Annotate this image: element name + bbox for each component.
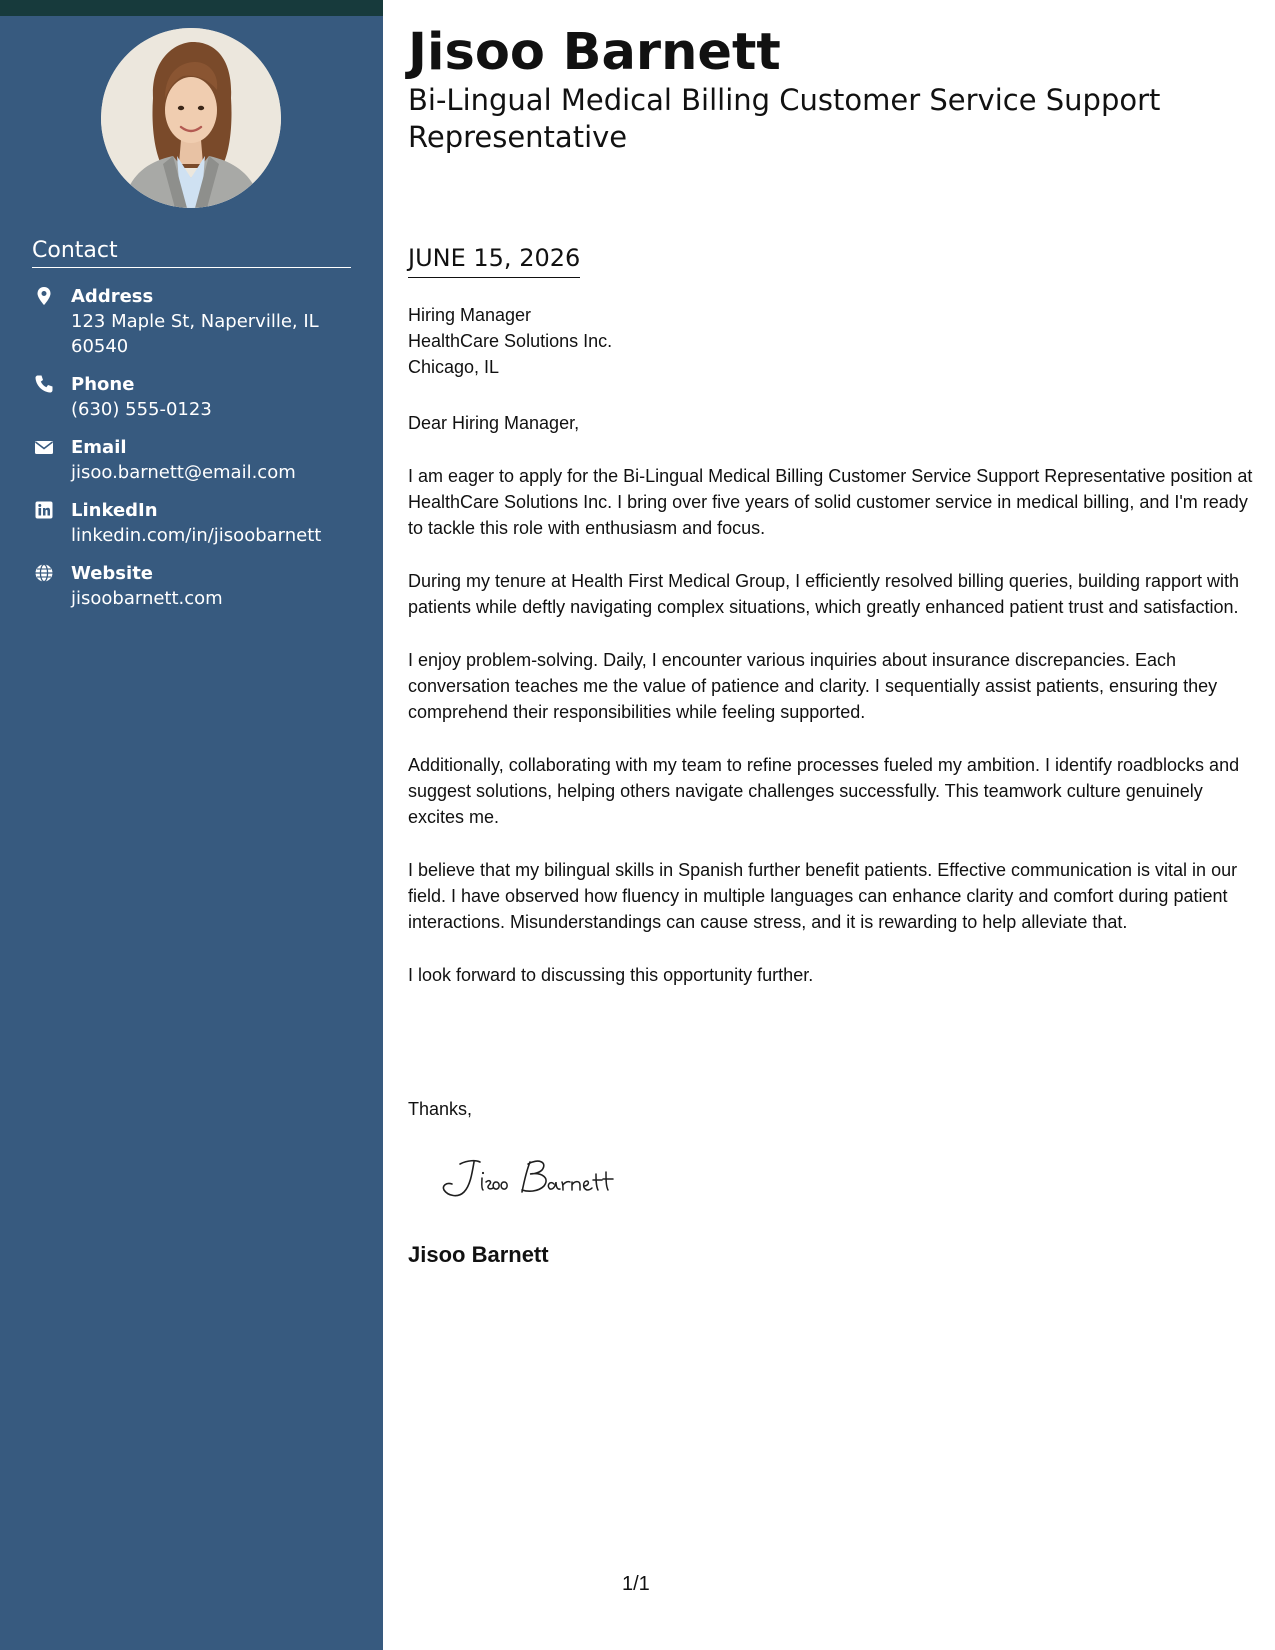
- location-pin-icon: [34, 286, 54, 306]
- linkedin-icon: [34, 500, 54, 520]
- sidebar: [0, 0, 383, 1650]
- body-paragraph: I enjoy problem-solving. Daily, I encounter various inquiries about insurance discrepancies. Each conversation teaches me the value of patience and clarity. I sequentially assist patients, ensuring they comprehend their responsibilities while feeling supported.: [408, 650, 1218, 722]
- recipient-location: Chicago, IL: [408, 357, 500, 377]
- candidate-name: Jisoo Barnett: [408, 23, 781, 82]
- job-title: Bi-Lingual Medical Billing Customer Service Support Representative: [408, 83, 1161, 154]
- website-value[interactable]: jisoobarnett.com: [71, 588, 223, 609]
- contact-item-linkedin: [32, 498, 362, 548]
- envelope-icon: [34, 437, 54, 457]
- body-paragraph: Additionally, collaborating with my team to refine processes fueled my ambition. I identify roadblocks and suggest solutions, helping others navigate challenges successfully. This teamwork culture genuinely excites me.: [408, 755, 1240, 827]
- sidebar-top-bar: [0, 0, 383, 16]
- salutation: Dear Hiring Manager,: [408, 413, 580, 433]
- profile-photo: [101, 28, 281, 208]
- phone-value: (630) 555-0123: [71, 399, 212, 420]
- recipient-block: [408, 302, 612, 380]
- page-number: 1/1: [622, 1573, 650, 1595]
- contact-label: LinkedIn: [71, 500, 158, 521]
- email-value[interactable]: jisoo.barnett@email.com: [71, 462, 296, 483]
- avatar: [101, 28, 281, 208]
- contact-item-address: [32, 284, 362, 359]
- body-paragraph: I believe that my bilingual skills in Spanish further benefit patients. Effective communication is vital in our field. I have observed how fluency in multiple languages can enhance clarity and comfort during patient interactions. Misunderstandings can cause stress, and it is rewarding to help alleviate that.: [408, 860, 1238, 932]
- contact-heading: Contact: [32, 238, 351, 268]
- contact-item-phone: [32, 372, 362, 422]
- contact-item-website: [32, 561, 362, 611]
- recipient-name: Hiring Manager: [408, 305, 532, 325]
- phone-icon: [34, 374, 54, 394]
- closing: Thanks,: [408, 1099, 473, 1119]
- recipient-company: HealthCare Solutions Inc.: [408, 331, 613, 351]
- contact-label: Website: [71, 563, 154, 584]
- body-paragraph: I am eager to apply for the Bi-Lingual Medical Billing Customer Service Support Representative position at HealthCare Solutions Inc. I bring over five years of solid customer service in medical billing, and I'm ready to tackle this role with enthusiasm and focus.: [408, 466, 1253, 538]
- contact-list: [32, 284, 362, 624]
- address-value: 123 Maple St, Naperville, IL 60540: [71, 311, 319, 357]
- letter-date: JUNE 15, 2026: [408, 243, 580, 278]
- contact-label: Address: [71, 286, 154, 307]
- linkedin-value[interactable]: linkedin.com/in/jisoobarnett: [71, 525, 322, 546]
- body-paragraph: I look forward to discussing this opportunity further.: [408, 965, 814, 985]
- letter-body: [408, 410, 1253, 1015]
- body-paragraph: During my tenure at Health First Medical Group, I efficiently resolved billing queries, building rapport with patients while deftly navigating complex situations, which greatly enhanced patient trust and satisfaction.: [408, 571, 1240, 617]
- handwritten-signature: [430, 1152, 655, 1206]
- signer-name: Jisoo Barnett: [408, 1242, 549, 1267]
- contact-item-email: [32, 435, 362, 485]
- contact-label: Email: [71, 437, 127, 458]
- globe-icon: [34, 563, 54, 583]
- contact-label: Phone: [71, 374, 135, 395]
